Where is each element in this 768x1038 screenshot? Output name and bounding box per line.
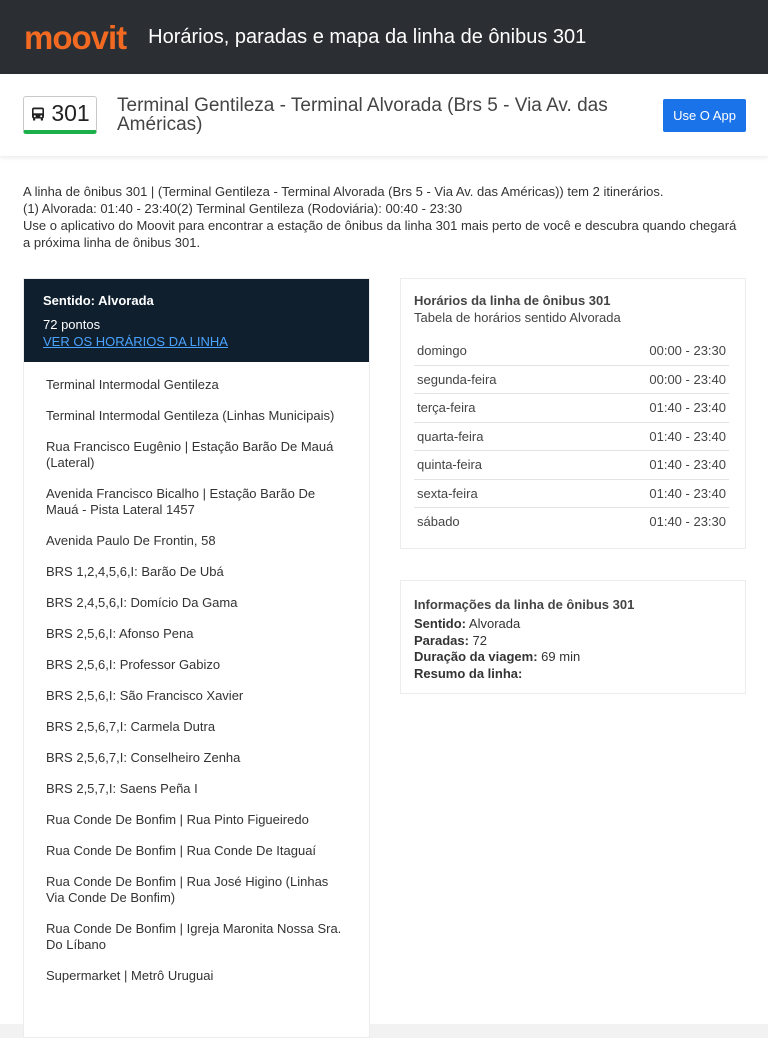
stop-item[interactable]: Avenida Paulo De Frontin, 58: [46, 533, 216, 548]
info-line: [414, 616, 729, 633]
line-title: Terminal Gentileza - Terminal Alvorada (Brs 5 - Via Av. das Américas): [117, 95, 608, 135]
schedule-day: sábado: [417, 514, 460, 529]
schedule-table: [414, 337, 729, 537]
info-value: 69 min: [541, 649, 581, 664]
schedule-day: terça-feira: [417, 400, 476, 415]
info-card: [400, 580, 746, 694]
top-bar: [0, 0, 768, 74]
intro-text: [0, 156, 768, 251]
schedule-hours: 01:40 - 23:40: [649, 428, 726, 444]
stop-item[interactable]: BRS 2,5,6,I: São Francisco Xavier: [46, 688, 244, 703]
info-label: Paradas:: [414, 632, 469, 648]
line-badge: [23, 96, 97, 134]
info-label: Sentido:: [414, 616, 466, 631]
direction-box: [24, 279, 369, 362]
schedule-hours: 01:40 - 23:40: [649, 457, 726, 472]
schedule-day: quarta-feira: [417, 428, 484, 444]
schedule-row: [414, 394, 729, 423]
stop-item[interactable]: BRS 2,5,6,I: Afonso Pena: [46, 626, 194, 641]
schedule-hours: 00:00 - 23:30: [649, 343, 726, 358]
intro-line: (1) Alvorada: 01:40 - 23:40(2) Terminal Gentileza (Rodoviária): 00:40 - 23:30: [23, 201, 463, 216]
schedule-row: [414, 508, 729, 537]
schedule-row: [414, 423, 729, 452]
stop-item[interactable]: Terminal Intermodal Gentileza (Linhas Municipais): [46, 408, 335, 423]
main-content: [0, 156, 768, 1024]
schedule-hours: 01:40 - 23:30: [649, 514, 726, 529]
stop-item[interactable]: Rua Conde De Bonfim | Rua Pinto Figueiredo: [46, 812, 309, 827]
line-header: [0, 74, 768, 156]
direction-title: Sentido: Alvorada: [43, 293, 154, 308]
stop-item[interactable]: Avenida Francisco Bicalho | Estação Barão De Mauá - Pista Lateral 1457: [46, 486, 316, 517]
stop-item[interactable]: Rua Conde De Bonfim | Rua José Higino (Linhas Via Conde De Bonfim): [46, 874, 329, 905]
schedule-card: [400, 278, 746, 549]
stop-item[interactable]: Terminal Intermodal Gentileza: [46, 377, 219, 392]
stop-item[interactable]: BRS 2,5,7,I: Saens Peña I: [46, 781, 198, 796]
moovit-logo[interactable]: moovit: [24, 18, 127, 56]
intro-line: Use o aplicativo do Moovit para encontrar a estação de ônibus da linha 301 mais perto de você e descubra quando chegará a próxima linha de ônibus 301.: [23, 218, 737, 250]
info-title: Informações da linha de ônibus 301: [414, 597, 635, 612]
schedule-day: quinta-feira: [417, 457, 483, 472]
info-line: [414, 633, 729, 650]
schedule-title: Horários da linha de ônibus 301: [414, 293, 611, 308]
view-schedule-link[interactable]: VER OS HORÁRIOS DA LINHA: [43, 334, 228, 349]
schedule-day: sexta-feira: [417, 485, 478, 501]
stops-panel: [23, 278, 370, 1038]
schedule-subtitle: Tabela de horários sentido Alvorada: [414, 310, 621, 325]
stop-item[interactable]: BRS 2,5,6,I: Professor Gabizo: [46, 657, 221, 672]
stop-item[interactable]: BRS 2,5,6,7,I: Carmela Dutra: [46, 719, 216, 734]
schedule-row: [414, 451, 729, 480]
schedule-row: [414, 480, 729, 509]
stop-item[interactable]: BRS 2,5,6,7,I: Conselheiro Zenha: [46, 750, 241, 765]
stop-item[interactable]: Rua Conde De Bonfim | Igreja Maronita Nossa Sra. Do Líbano: [46, 921, 342, 952]
stop-item[interactable]: BRS 1,2,4,5,6,I: Barão De Ubá: [46, 564, 224, 579]
line-number: 301: [51, 100, 90, 126]
use-app-button[interactable]: Use O App: [663, 99, 746, 132]
info-line: [414, 649, 729, 666]
schedule-day: domingo: [417, 343, 467, 358]
page-title: Horários, paradas e mapa da linha de ônibus 301: [148, 25, 587, 48]
info-line: [414, 666, 729, 683]
info-label: Resumo da linha:: [414, 665, 523, 681]
schedule-row: [414, 366, 729, 395]
schedule-hours: 00:00 - 23:40: [649, 371, 726, 387]
schedule-day: segunda-feira: [417, 371, 497, 387]
stop-item[interactable]: Rua Francisco Eugênio | Estação Barão De Mauá (Lateral): [46, 439, 334, 470]
schedule-hours: 01:40 - 23:40: [649, 400, 726, 415]
info-list: [414, 616, 729, 682]
bus-icon: [30, 106, 46, 122]
info-value: Alvorada: [468, 616, 521, 631]
info-label: Duração da viagem:: [414, 649, 538, 664]
stop-count: 72 pontos: [43, 317, 101, 332]
schedule-row: [414, 337, 729, 366]
stop-item[interactable]: BRS 2,4,5,6,I: Domício Da Gama: [46, 595, 238, 610]
stop-item[interactable]: Supermarket | Metrô Uruguai: [46, 968, 214, 983]
stop-item[interactable]: Rua Conde De Bonfim | Rua Conde De Itaguaí: [46, 843, 317, 858]
schedule-hours: 01:40 - 23:40: [649, 485, 726, 501]
intro-line: A linha de ônibus 301 | (Terminal Gentileza - Terminal Alvorada (Brs 5 - Via Av. das Américas)) tem 2 itinerários.: [23, 184, 664, 199]
info-value: 72: [472, 632, 488, 648]
stops-list: [24, 362, 369, 984]
